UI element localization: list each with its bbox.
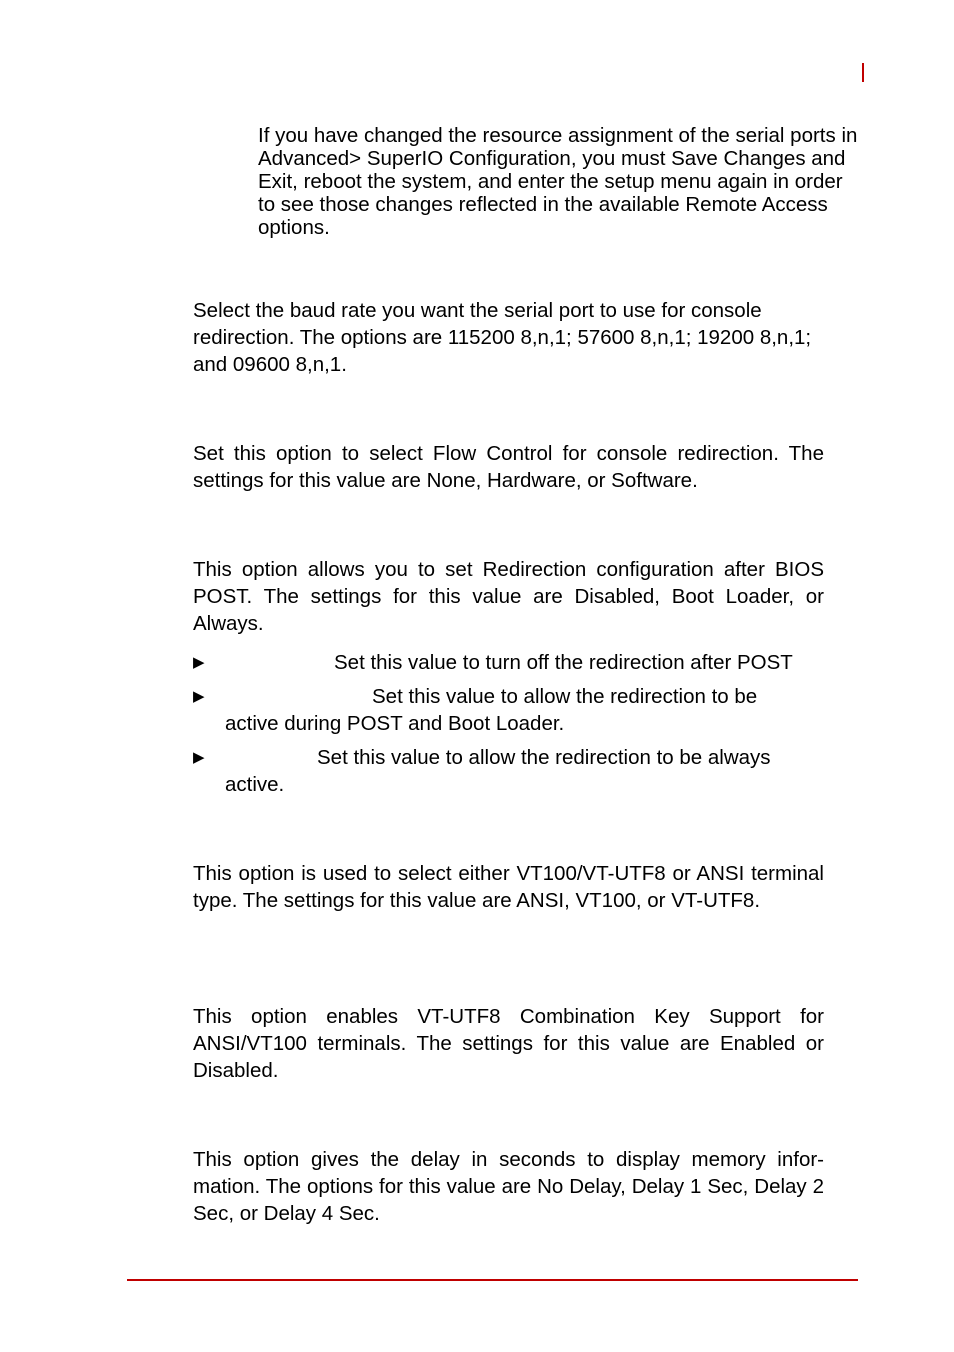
bullet-text: Set this value to allow the redirection to be: [372, 685, 758, 708]
bullet-text: Set this value to allow the redirection to be always: [317, 746, 771, 769]
play-arrow-icon: ▶: [193, 688, 205, 705]
bullet-text: Set this value to turn off the redirection after POST: [334, 651, 793, 674]
flow-control-description: Set this option to select Flow Control for console redirection. The settings for this value are None, Hardware, or Software.: [193, 442, 824, 492]
memory-delay-description: This option gives the delay in seconds to display memory infor-mation. The options for this value are No Delay, Delay 1 Sec, Delay 2 Sec, or Delay 4 Sec.: [193, 1148, 824, 1225]
play-arrow-icon: ▶: [193, 654, 205, 671]
vt-utf8-combo-key-description: This option enables VT-UTF8 Combination Key Support for ANSI/VT100 terminals. The settings for this value are Enabled or Disabled.: [193, 1005, 824, 1082]
terminal-type-description: This option is used to select either VT100/VT-UTF8 or ANSI terminal type. The settings for this value are ANSI, VT100, or VT-UTF8.: [193, 862, 824, 912]
baud-rate-description: Select the baud rate you want the serial port to use for console redirection. The options are 115200 8,n,1; 57600 8,n,1; 19200 8,n,1; and 09600 8,n,1.: [193, 299, 812, 376]
header-accent-bar: [862, 63, 864, 82]
bullet-text-continued: active during POST and Boot Loader.: [225, 712, 565, 735]
redirection-after-post-description: This option allows you to set Redirection configuration after BIOS POST. The settings for this value are Disabled, Boot Loader, or Always.: [193, 558, 824, 635]
footer-rule: [127, 1279, 858, 1281]
play-arrow-icon: ▶: [193, 749, 205, 766]
bullet-text-continued: active.: [225, 773, 285, 796]
note-text: If you have changed the resource assignment of the serial ports in Advanced> SuperIO Configuration, you must Save Changes and Exit, reboot the system, and enter the setup menu again in order to see those changes reflected in the available Remote Access options.: [258, 124, 858, 239]
